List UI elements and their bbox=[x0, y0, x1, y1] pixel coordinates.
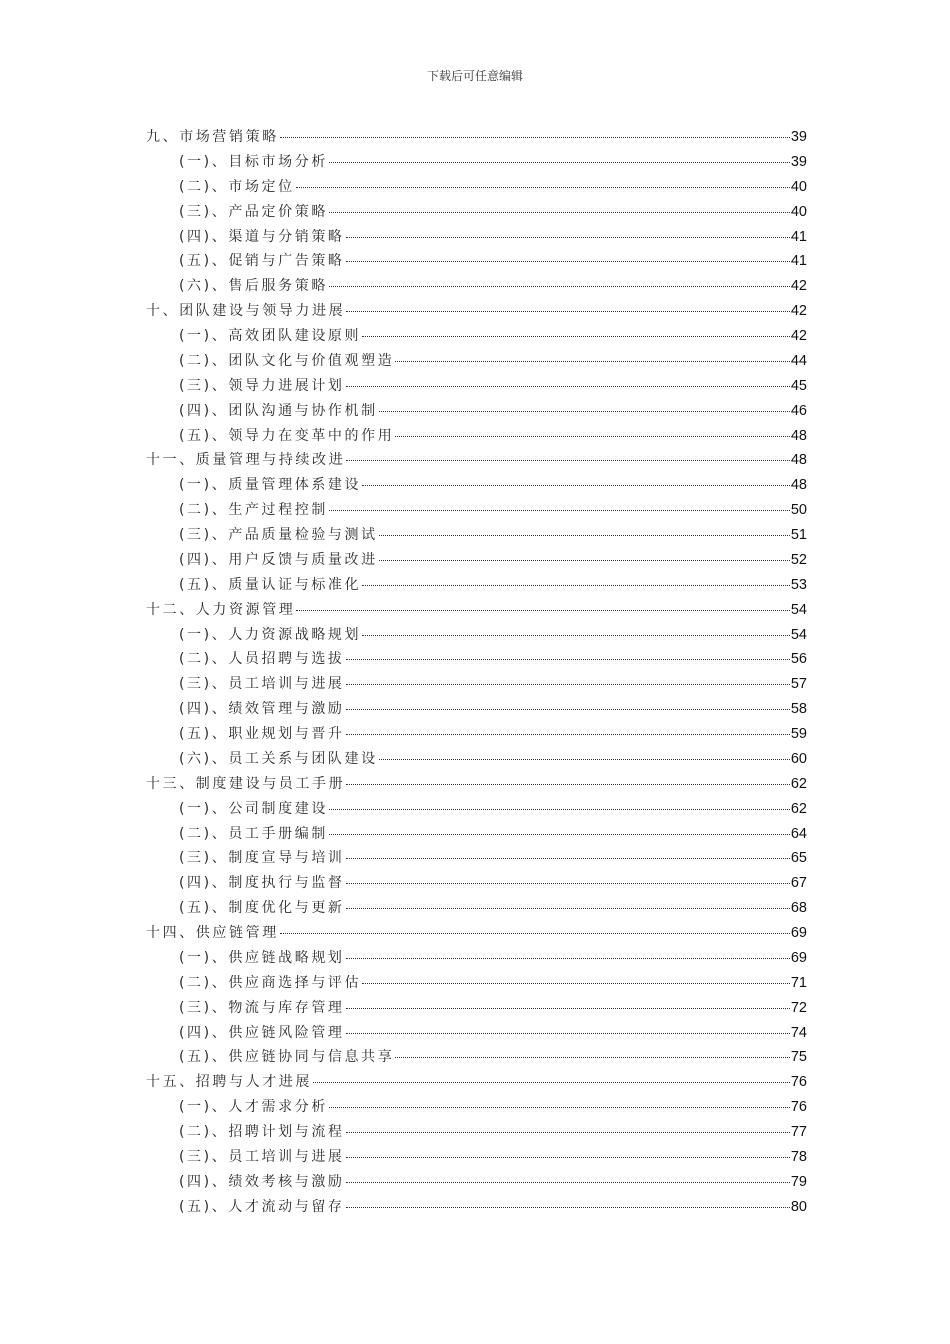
toc-entry-title: (六)、售后服务策略 bbox=[179, 278, 328, 295]
toc-entry-title: (四)、制度执行与监督 bbox=[179, 875, 345, 892]
toc-entry-page-number: 42 bbox=[790, 278, 807, 295]
dot-leader bbox=[346, 734, 790, 735]
toc-entry-page-number: 56 bbox=[790, 651, 807, 668]
dot-leader bbox=[329, 162, 790, 163]
toc-section-entry[interactable] bbox=[146, 847, 807, 872]
toc-section-entry[interactable] bbox=[146, 499, 807, 524]
toc-entry-title: (四)、用户反馈与质量改进 bbox=[179, 551, 378, 568]
toc-section-entry[interactable] bbox=[146, 748, 807, 773]
toc-section-entry[interactable] bbox=[146, 673, 807, 698]
toc-chapter-entry[interactable] bbox=[146, 300, 807, 325]
dot-leader bbox=[379, 560, 790, 561]
toc-entry-title: (三)、领导力进展计划 bbox=[179, 377, 345, 394]
dot-leader bbox=[280, 137, 790, 138]
toc-entry-title: (三)、产品质量检验与测试 bbox=[179, 527, 378, 543]
toc-entry-title: (四)、绩效考核与激励 bbox=[179, 1173, 345, 1190]
dot-leader bbox=[329, 809, 790, 810]
dot-leader bbox=[395, 361, 790, 362]
dot-leader bbox=[379, 411, 790, 412]
toc-section-entry[interactable] bbox=[146, 524, 807, 549]
dot-leader bbox=[329, 510, 790, 511]
toc-entry-title: (一)、人力资源战略规划 bbox=[179, 626, 362, 643]
toc-entry-page-number: 54 bbox=[790, 626, 807, 643]
toc-entry-page-number: 69 bbox=[790, 925, 807, 941]
toc-section-entry[interactable] bbox=[146, 723, 807, 748]
toc-chapter-entry[interactable] bbox=[146, 773, 807, 798]
toc-entry-page-number: 41 bbox=[790, 253, 807, 270]
dot-leader bbox=[346, 261, 790, 262]
toc-entry-title: (四)、渠道与分销策略 bbox=[179, 228, 345, 245]
toc-entry-title: (二)、招聘计划与流程 bbox=[179, 1124, 345, 1140]
toc-section-entry[interactable] bbox=[146, 1121, 807, 1146]
toc-entry-title: (一)、公司制度建设 bbox=[179, 800, 328, 817]
toc-section-entry[interactable] bbox=[146, 1171, 807, 1196]
toc-entry-title: (四)、供应链风险管理 bbox=[179, 1024, 345, 1041]
toc-entry-title: (二)、员工手册编制 bbox=[179, 825, 328, 842]
toc-entry-title: 十、团队建设与领导力进展 bbox=[146, 303, 346, 320]
toc-entry-page-number: 53 bbox=[790, 576, 807, 593]
toc-entry-title: (五)、制度优化与更新 bbox=[179, 900, 345, 917]
toc-entry-page-number: 44 bbox=[790, 352, 807, 369]
toc-section-entry[interactable] bbox=[146, 872, 807, 897]
dot-leader bbox=[346, 1132, 790, 1133]
toc-section-entry[interactable] bbox=[146, 698, 807, 723]
toc-section-entry[interactable] bbox=[146, 474, 807, 499]
dot-leader bbox=[346, 311, 790, 312]
toc-chapter-entry[interactable] bbox=[146, 1071, 807, 1096]
toc-entry-page-number: 65 bbox=[790, 850, 807, 867]
toc-entry-title: (一)、目标市场分析 bbox=[179, 153, 328, 170]
toc-section-entry[interactable] bbox=[146, 1096, 807, 1121]
toc-entry-title: (二)、生产过程控制 bbox=[179, 502, 328, 519]
toc-entry-title: 十二、人力资源管理 bbox=[146, 601, 296, 618]
toc-entry-title: 十三、制度建设与员工手册 bbox=[146, 775, 346, 792]
dot-leader bbox=[346, 784, 790, 785]
toc-entry-page-number: 39 bbox=[790, 129, 807, 145]
toc-entry-page-number: 79 bbox=[790, 1173, 807, 1190]
dot-leader bbox=[346, 659, 790, 660]
dot-leader bbox=[362, 983, 790, 984]
toc-entry-page-number: 48 bbox=[790, 452, 807, 469]
toc-chapter-entry[interactable] bbox=[146, 449, 807, 474]
toc-section-entry[interactable] bbox=[146, 400, 807, 425]
dot-leader bbox=[395, 1057, 790, 1058]
dot-leader bbox=[313, 1082, 790, 1083]
toc-entry-title: (一)、质量管理体系建设 bbox=[179, 477, 362, 494]
toc-entry-page-number: 45 bbox=[790, 377, 807, 394]
toc-entry-page-number: 48 bbox=[790, 427, 807, 444]
toc-entry-page-number: 60 bbox=[790, 750, 807, 767]
dot-leader bbox=[346, 1008, 790, 1009]
toc-section-entry[interactable] bbox=[146, 375, 807, 400]
dot-leader bbox=[346, 1182, 790, 1183]
toc-entry-page-number: 52 bbox=[790, 551, 807, 568]
toc-entry-title: (二)、团队文化与价值观塑造 bbox=[179, 352, 395, 369]
toc-section-entry[interactable] bbox=[146, 897, 807, 922]
toc-section-entry[interactable] bbox=[146, 798, 807, 823]
toc-entry-page-number: 46 bbox=[790, 402, 807, 419]
dot-leader bbox=[346, 958, 790, 959]
dot-leader bbox=[346, 460, 790, 461]
toc-entry-title: 十四、供应链管理 bbox=[146, 925, 279, 941]
toc-entry-page-number: 69 bbox=[790, 949, 807, 966]
dot-leader bbox=[296, 610, 789, 611]
toc-entry-page-number: 62 bbox=[790, 775, 807, 792]
dot-leader bbox=[395, 436, 790, 437]
dot-leader bbox=[329, 1107, 790, 1108]
toc-entry-title: (五)、质量认证与标准化 bbox=[179, 576, 362, 593]
toc-entry-page-number: 48 bbox=[790, 477, 807, 494]
toc-section-entry[interactable] bbox=[146, 325, 807, 350]
toc-entry-page-number: 57 bbox=[790, 676, 807, 693]
toc-entry-page-number: 68 bbox=[790, 900, 807, 917]
toc-entry-page-number: 64 bbox=[790, 825, 807, 842]
toc-section-entry[interactable] bbox=[146, 648, 807, 673]
toc-section-entry[interactable] bbox=[146, 275, 807, 300]
toc-entry-title: (一)、高效团队建设原则 bbox=[179, 328, 362, 344]
toc-entry-title: 十一、质量管理与持续改进 bbox=[146, 452, 346, 469]
toc-chapter-entry[interactable] bbox=[146, 599, 807, 624]
toc-section-entry[interactable] bbox=[146, 1146, 807, 1171]
toc-section-entry[interactable] bbox=[146, 1046, 807, 1071]
toc-section-entry[interactable] bbox=[146, 574, 807, 599]
toc-entry-title: (五)、人才流动与留存 bbox=[179, 1198, 345, 1215]
dot-leader bbox=[346, 908, 790, 909]
toc-entry-title: 十五、招聘与人才进展 bbox=[146, 1074, 312, 1091]
toc-section-entry[interactable] bbox=[146, 151, 807, 176]
toc-entry-title: (三)、物流与库存管理 bbox=[179, 999, 345, 1016]
toc-entry-page-number: 77 bbox=[790, 1124, 807, 1140]
toc-entry-page-number: 76 bbox=[790, 1099, 807, 1116]
toc-section-entry[interactable] bbox=[146, 997, 807, 1022]
toc-section-entry[interactable] bbox=[146, 1022, 807, 1047]
dot-leader bbox=[329, 212, 790, 213]
toc-section-entry[interactable] bbox=[146, 947, 807, 972]
toc-section-entry[interactable] bbox=[146, 226, 807, 251]
toc-entry-page-number: 62 bbox=[790, 800, 807, 817]
toc-entry-page-number: 58 bbox=[790, 701, 807, 718]
toc-entry-title: (四)、团队沟通与协作机制 bbox=[179, 402, 378, 419]
toc-entry-title: (三)、员工培训与进展 bbox=[179, 676, 345, 693]
toc-entry-page-number: 51 bbox=[790, 527, 807, 543]
dot-leader bbox=[346, 237, 790, 238]
page-header: 下载后可任意编辑 bbox=[426, 69, 523, 83]
toc-entry-page-number: 67 bbox=[790, 875, 807, 892]
dot-leader bbox=[362, 635, 790, 636]
toc-entry-title: (五)、职业规划与晋升 bbox=[179, 726, 345, 742]
toc-entry-title: (二)、供应商选择与评估 bbox=[179, 974, 362, 991]
dot-leader bbox=[346, 386, 790, 387]
toc-section-entry[interactable] bbox=[146, 350, 807, 375]
toc-entry-page-number: 42 bbox=[790, 303, 807, 320]
toc-entry-title: (三)、制度宣导与培训 bbox=[179, 850, 345, 867]
toc-entry-page-number: 39 bbox=[790, 153, 807, 170]
toc-entry-page-number: 59 bbox=[790, 726, 807, 742]
toc-section-entry[interactable] bbox=[146, 201, 807, 226]
toc-section-entry[interactable] bbox=[146, 624, 807, 649]
dot-leader bbox=[346, 1033, 790, 1034]
dot-leader bbox=[346, 684, 790, 685]
dot-leader bbox=[329, 834, 790, 835]
toc-section-entry[interactable] bbox=[146, 972, 807, 997]
toc-entry-title: (一)、人才需求分析 bbox=[179, 1099, 328, 1116]
toc-entry-page-number: 71 bbox=[790, 974, 807, 991]
toc-section-entry[interactable] bbox=[146, 176, 807, 201]
dot-leader bbox=[362, 336, 790, 337]
toc-entry-page-number: 42 bbox=[790, 328, 807, 344]
toc-section-entry[interactable] bbox=[146, 425, 807, 450]
toc-entry-page-number: 72 bbox=[790, 999, 807, 1016]
toc-entry-title: (六)、员工关系与团队建设 bbox=[179, 750, 378, 767]
toc-entry-title: (三)、员工培训与进展 bbox=[179, 1148, 345, 1165]
toc-entry-title: (五)、供应链协同与信息共享 bbox=[179, 1049, 395, 1066]
toc-entry-title: (一)、供应链战略规划 bbox=[179, 949, 345, 966]
dot-leader bbox=[346, 709, 790, 710]
toc-section-entry[interactable] bbox=[146, 549, 807, 574]
toc-entry-page-number: 75 bbox=[790, 1049, 807, 1066]
toc-entry-page-number: 40 bbox=[790, 178, 807, 195]
dot-leader bbox=[379, 535, 790, 536]
toc-entry-title: (二)、人员招聘与选拔 bbox=[179, 651, 345, 668]
toc-entry-page-number: 76 bbox=[790, 1074, 807, 1091]
toc-entry-page-number: 54 bbox=[790, 601, 807, 618]
toc-entry-title: 九、市场营销策略 bbox=[146, 129, 279, 145]
dot-leader bbox=[296, 187, 790, 188]
toc-entry-page-number: 41 bbox=[790, 228, 807, 245]
toc-entry-title: (三)、产品定价策略 bbox=[179, 203, 328, 220]
toc-entry-title: (五)、领导力在变革中的作用 bbox=[179, 427, 395, 444]
dot-leader bbox=[362, 585, 790, 586]
toc-entry-title: (五)、促销与广告策略 bbox=[179, 253, 345, 270]
dot-leader bbox=[379, 759, 790, 760]
toc-section-entry[interactable] bbox=[146, 823, 807, 848]
toc-entry-title: (二)、市场定位 bbox=[179, 178, 295, 195]
toc-entry-page-number: 50 bbox=[790, 502, 807, 519]
toc-entry-title: (四)、绩效管理与激励 bbox=[179, 701, 345, 718]
toc-entry-page-number: 74 bbox=[790, 1024, 807, 1041]
table-of-contents bbox=[146, 126, 807, 1221]
dot-leader bbox=[346, 883, 790, 884]
toc-entry-page-number: 78 bbox=[790, 1148, 807, 1165]
toc-chapter-entry[interactable] bbox=[146, 126, 807, 151]
dot-leader bbox=[280, 933, 790, 934]
dot-leader bbox=[346, 858, 790, 859]
toc-entry-page-number: 40 bbox=[790, 203, 807, 220]
dot-leader bbox=[346, 1157, 790, 1158]
dot-leader bbox=[362, 485, 790, 486]
toc-chapter-entry[interactable] bbox=[146, 922, 807, 947]
dot-leader bbox=[329, 286, 790, 287]
toc-section-entry[interactable] bbox=[146, 1196, 807, 1221]
toc-section-entry[interactable] bbox=[146, 250, 807, 275]
dot-leader bbox=[346, 1207, 790, 1208]
toc-entry-page-number: 80 bbox=[790, 1198, 807, 1215]
